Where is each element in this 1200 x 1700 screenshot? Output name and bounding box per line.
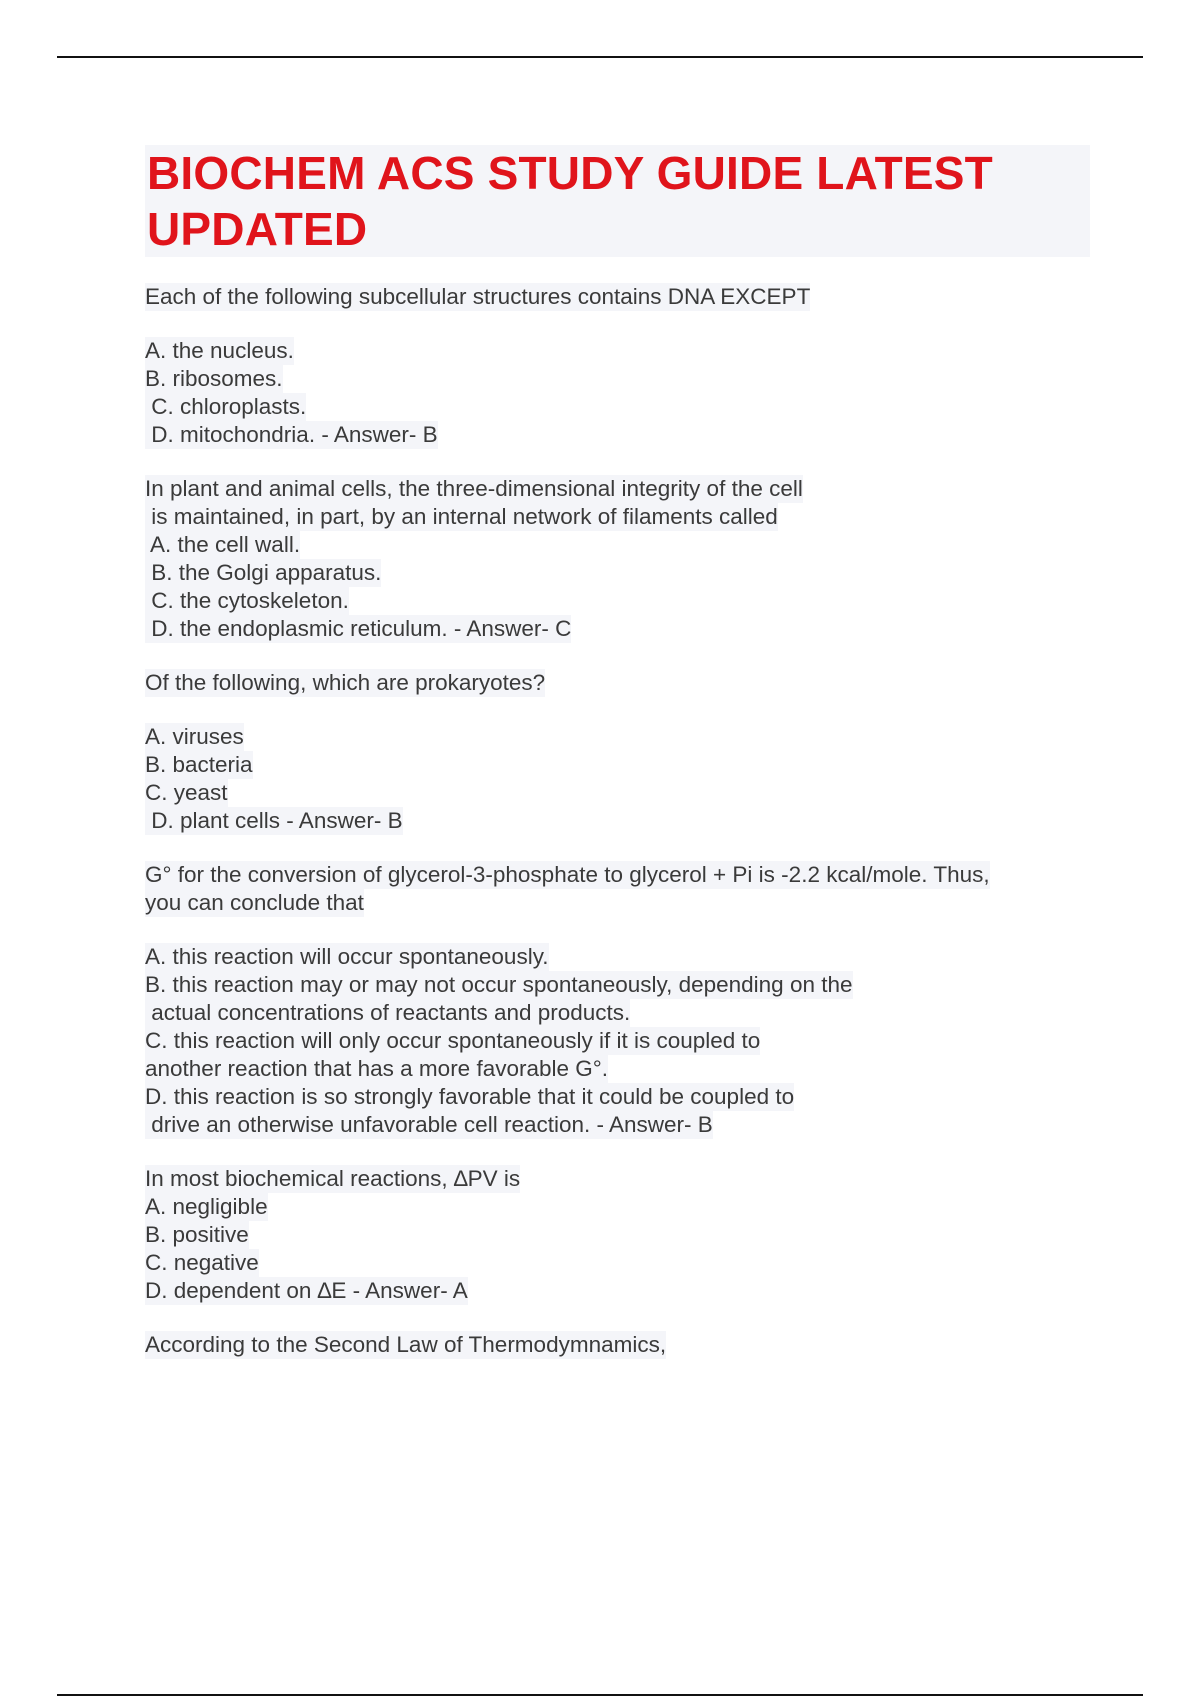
question-2-option-c: C. the cytoskeleton. xyxy=(145,588,349,613)
question-4-option-c-line-2: another reaction that has a more favorable G°. xyxy=(145,1056,609,1081)
question-2-stem-line-2: is maintained, in part, by an internal network of filaments called xyxy=(145,504,778,529)
question-6-stem: According to the Second Law of Thermodymnamics, xyxy=(145,1332,667,1357)
question-4-option-b-line-1: B. this reaction may or may not occur spontaneously, depending on the xyxy=(145,972,853,997)
question-1-option-d: D. mitochondria. - Answer- B xyxy=(145,422,438,447)
question-1 xyxy=(145,283,1085,449)
question-2-stem-line-1: In plant and animal cells, the three-dimensional integrity of the cell xyxy=(145,476,803,501)
question-4-option-a: A. this reaction will occur spontaneously. xyxy=(145,944,549,969)
question-5-option-b: B. positive xyxy=(145,1222,249,1247)
question-3-option-c: C. yeast xyxy=(145,780,228,805)
question-2-option-a: A. the cell wall. xyxy=(145,532,301,557)
question-4-option-d-line-2: drive an otherwise unfavorable cell reaction. - Answer- B xyxy=(145,1112,713,1137)
question-5 xyxy=(145,1165,1085,1305)
question-3-option-a: A. viruses xyxy=(145,724,244,749)
question-4-option-c-line-1: C. this reaction will only occur spontaneously if it is coupled to xyxy=(145,1028,761,1053)
question-3-option-b: B. bacteria xyxy=(145,752,253,777)
question-1-stem: Each of the following subcellular structures contains DNA EXCEPT xyxy=(145,284,811,309)
bottom-rule xyxy=(57,1694,1143,1696)
question-4 xyxy=(145,861,1085,1139)
question-3-option-d: D. plant cells - Answer- B xyxy=(145,808,403,833)
question-4-stem-line-2: you can conclude that xyxy=(145,890,364,915)
question-5-stem: In most biochemical reactions, ∆PV is xyxy=(145,1166,521,1191)
question-3 xyxy=(145,669,1085,835)
question-1-option-b: B. ribosomes. xyxy=(145,366,283,391)
question-5-option-c: C. negative xyxy=(145,1250,259,1275)
question-5-option-d: D. dependent on ∆E - Answer- A xyxy=(145,1278,468,1303)
question-2-option-b: B. the Golgi apparatus. xyxy=(145,560,382,585)
question-list xyxy=(145,283,1085,1385)
question-6 xyxy=(145,1331,1085,1359)
question-1-option-c: C. chloroplasts. xyxy=(145,394,307,419)
question-4-stem-line-1: G° for the conversion of glycerol-3-phosphate to glycerol + Pi is -2.2 kcal/mole. Thus, xyxy=(145,862,990,887)
question-2-option-d: D. the endoplasmic reticulum. - Answer- C xyxy=(145,616,572,641)
question-5-option-a: A. negligible xyxy=(145,1194,268,1219)
question-4-option-b-line-2: actual concentrations of reactants and products. xyxy=(145,1000,631,1025)
question-2 xyxy=(145,475,1085,643)
question-4-option-d-line-1: D. this reaction is so strongly favorable that it could be coupled to xyxy=(145,1084,795,1109)
question-1-option-a: A. the nucleus. xyxy=(145,338,294,363)
page-title: BIOCHEM ACS STUDY GUIDE LATEST UPDATED xyxy=(147,147,993,255)
question-3-stem: Of the following, which are prokaryotes? xyxy=(145,670,546,695)
top-rule xyxy=(57,56,1143,58)
